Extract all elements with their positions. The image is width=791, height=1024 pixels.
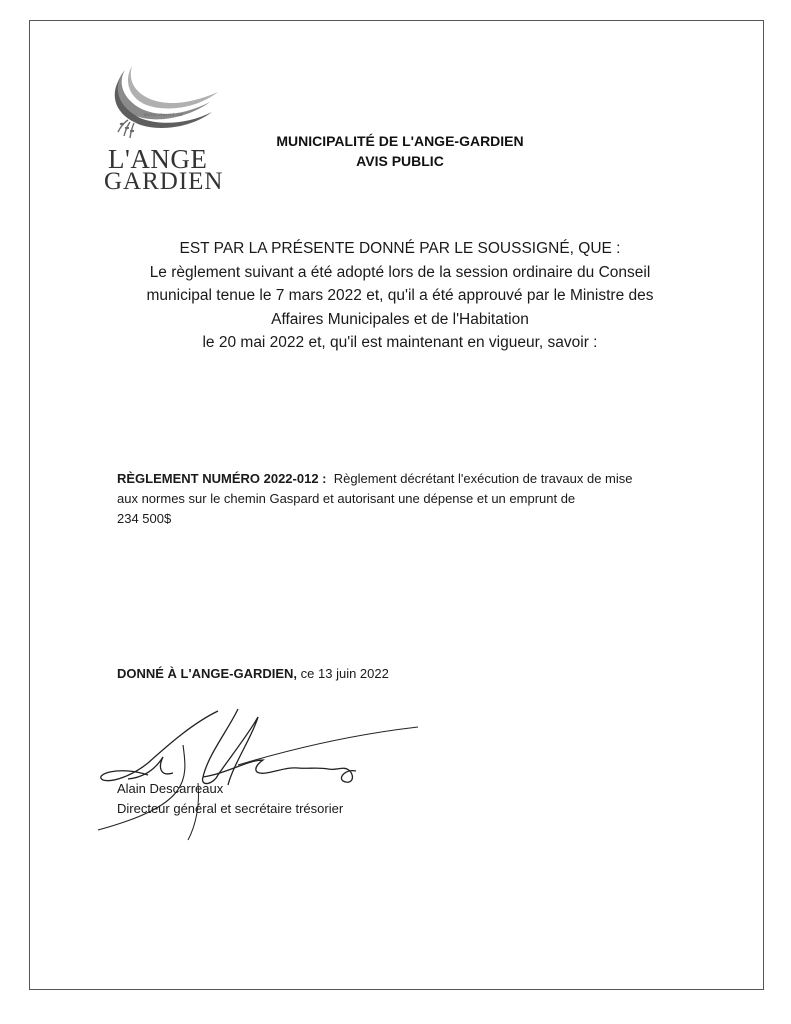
logo-small-text: MUNICIPALITÉ DE xyxy=(144,112,183,117)
signatory-name: Alain Descarreaux xyxy=(117,781,224,796)
notice-line: municipal tenue le 7 mars 2022 et, qu'il a été approuvé par le Ministre des xyxy=(146,287,654,304)
handwritten-signature xyxy=(88,705,448,845)
reglement-label: RÈGLEMENT NUMÉRO 2022-012 : xyxy=(117,471,327,486)
notice-body xyxy=(95,237,705,355)
notice-line: le 20 mai 2022 et, qu'il est maintenant en vigueur, savoir : xyxy=(202,334,598,351)
given-date: ce 13 juin 2022 xyxy=(300,666,389,681)
given-label: DONNÉ À L'ANGE-GARDIEN, xyxy=(117,666,298,681)
notice-type: AVIS PUBLIC xyxy=(356,153,444,169)
notice-line: EST PAR LA PRÉSENTE DONNÉ PAR LE SOUSSIGNÉ, QUE : xyxy=(179,240,621,257)
reglement-amount: 234 500$ xyxy=(117,511,172,526)
reglement-block xyxy=(117,469,717,529)
notice-line: Affaires Municipales et de l'Habitation xyxy=(271,310,529,328)
given-at xyxy=(117,666,389,681)
reglement-text-2: aux normes sur le chemin Gaspard et autorisant une dépense et un emprunt de xyxy=(117,491,576,506)
signatory-title: Directeur général et secrétaire trésorier xyxy=(117,801,344,816)
logo-line2: GARDIEN xyxy=(104,168,224,195)
municipality-title: MUNICIPALITÉ DE L'ANGE-GARDIEN xyxy=(276,133,524,149)
reglement-text-1: Règlement décrétant l'exécution de travaux de mise xyxy=(333,471,633,486)
logo-line1: L'ANGE xyxy=(108,144,208,174)
municipality-logo xyxy=(100,62,230,202)
notice-line: Le règlement suivant a été adopté lors de la session ordinaire du Conseil xyxy=(149,263,651,281)
